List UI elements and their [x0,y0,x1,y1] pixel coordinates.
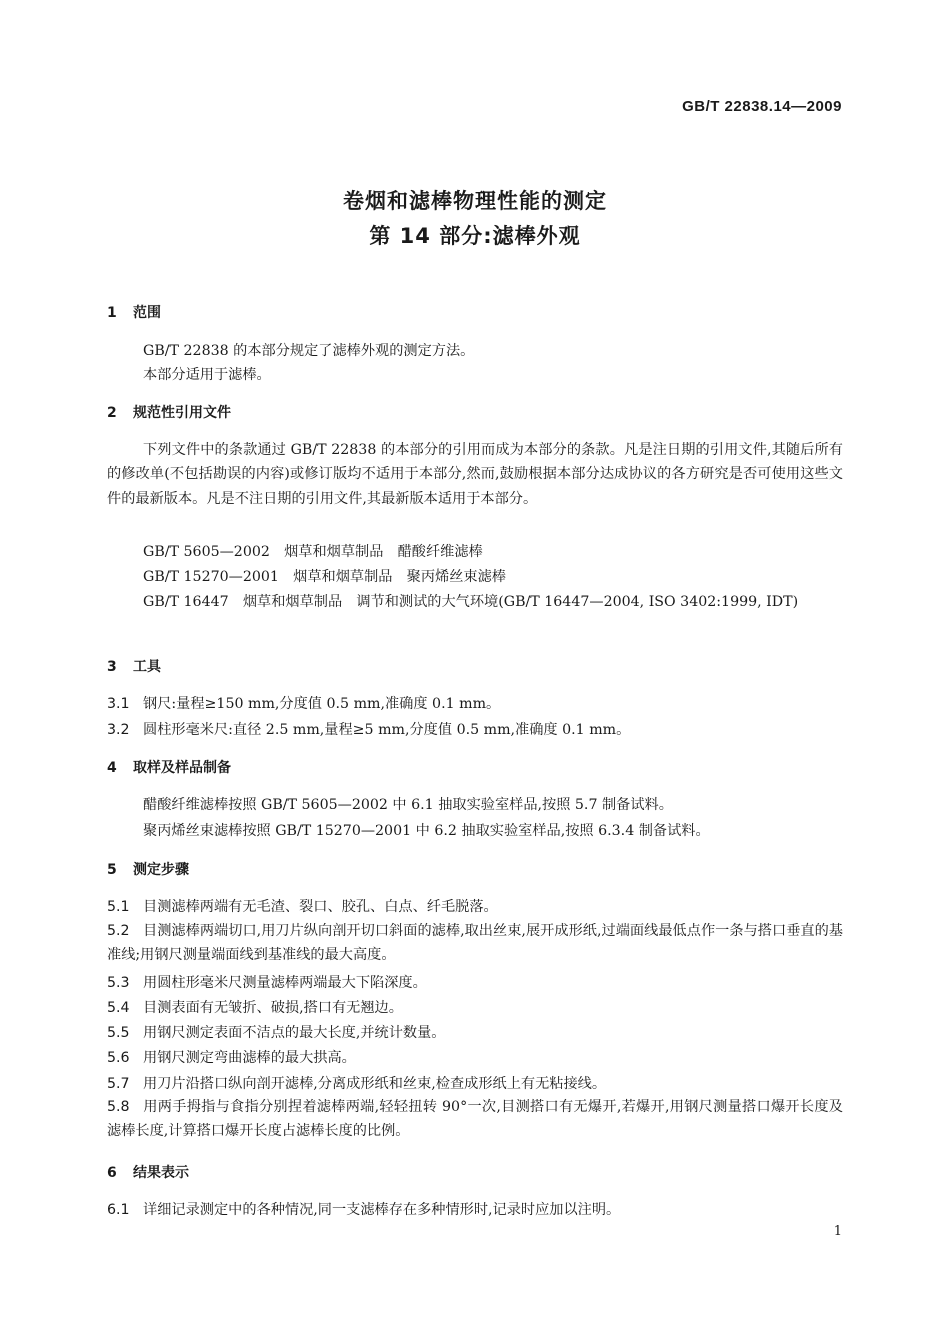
section-heading-references [107,402,231,422]
clause-text: 目测表面有无皱折、破损,搭口有无翘边。 [143,1000,403,1016]
clause-3-1 [107,693,500,713]
clause-text: 用圆柱形毫米尺测量滤棒两端最大下陷深度。 [143,975,427,991]
section-number: 1 [107,305,117,321]
clause-5-1 [107,896,498,916]
page-number: 1 [833,1224,842,1239]
clause-text: 详细记录测定中的各种情况,同一支滤棒存在多种情形时,记录时应加以注明。 [143,1202,621,1218]
clause-3-2 [107,719,630,739]
clause-number: 5.1 [107,899,130,915]
clause-number: 3.2 [107,722,130,738]
reference-item: GB/T 5605—2002 烟草和烟草制品 醋酸纤维滤棒 [143,544,483,560]
section-number: 2 [107,405,117,421]
scope-paragraph-1: GB/T 22838 的本部分规定了滤棒外观的测定方法。 [143,343,475,359]
section-heading-results [107,1162,189,1182]
clause-5-3 [107,972,427,992]
section-title: 工具 [133,659,161,675]
section-number: 4 [107,760,117,776]
document-title: 卷烟和滤棒物理性能的测定 [343,189,607,213]
section-number: 5 [107,862,117,878]
section-heading-procedure [107,859,189,879]
section-heading-sampling [107,757,231,777]
clause-5-8 [107,1095,843,1144]
clause-text: 钢尺:量程≥150 mm,分度值 0.5 mm,准确度 0.1 mm。 [143,696,501,712]
clause-5-4 [107,997,403,1017]
section-heading-tools [107,656,161,676]
clause-number: 5.2 [107,923,130,939]
clause-number: 5.6 [107,1050,130,1066]
section-number: 3 [107,659,117,675]
clause-5-2 [107,919,843,968]
clause-text: 圆柱形毫米尺:直径 2.5 mm,量程≥5 mm,分度值 0.5 mm,准确度 0.1 mm。 [143,722,631,738]
section-heading-scope [107,302,161,322]
clause-number: 3.1 [107,696,130,712]
clause-6-1 [107,1199,620,1219]
clause-number: 5.3 [107,975,130,991]
clause-text: 用刀片沿搭口纵向剖开滤棒,分离成形纸和丝束,检查成形纸上有无粘接线。 [143,1076,607,1092]
clause-text: 目测滤棒两端切口,用刀片纵向剖开切口斜面的滤棒,取出丝束,展开成形纸,过端面线最低点作一条与搭口垂直的基准线;用钢尺测量端面线到基准线的最大高度。 [107,923,843,964]
section-title: 结果表示 [133,1165,189,1181]
clause-number: 6.1 [107,1202,130,1218]
scope-paragraph-2: 本部分适用于滤棒。 [143,367,271,383]
clause-5-6 [107,1047,356,1067]
clause-text: 目测滤棒两端有无毛渣、裂口、胶孔、白点、纤毛脱落。 [143,899,498,915]
clause-text: 用钢尺测定表面不洁点的最大长度,并统计数量。 [143,1025,446,1041]
clause-5-7 [107,1073,606,1093]
standard-code: GB/T 22838.14—2009 [682,98,842,115]
section-title: 范围 [133,305,161,321]
section-title: 测定步骤 [133,862,189,878]
clause-number: 5.5 [107,1025,130,1041]
reference-item: GB/T 16447 烟草和烟草制品 调节和测试的大气环境(GB/T 16447—2004, ISO 3402:1999, IDT) [143,594,799,610]
section-title: 取样及样品制备 [133,760,231,776]
references-intro-paragraph: 下列文件中的条款通过 GB/T 22838 的本部分的引用而成为本部分的条款。凡是注日期的引用文件,其随后所有的修改单(不包括勘误的内容)或修订版均不适用于本部分,然而,鼓励根据本部分达成协议的各方研究是否可使用这些文件的最新版本。凡是不注日期的引用文件,其最新版本适用于本部分。 [107,442,843,507]
sampling-paragraph-1: 醋酸纤维滤棒按照 GB/T 5605—2002 中 6.1 抽取实验室样品,按照 5.7 制备试料。 [143,797,673,813]
clause-number: 5.8 [107,1099,130,1115]
reference-item: GB/T 15270—2001 烟草和烟草制品 聚丙烯丝束滤棒 [143,569,506,585]
section-number: 6 [107,1165,117,1181]
clause-number: 5.4 [107,1000,130,1016]
clause-number: 5.7 [107,1076,130,1092]
sampling-paragraph-2: 聚丙烯丝束滤棒按照 GB/T 15270—2001 中 6.2 抽取实验室样品,按照 6.3.4 制备试料。 [143,823,710,839]
clause-5-5 [107,1022,445,1042]
document-subtitle: 第 14 部分:滤棒外观 [369,224,581,248]
section-title: 规范性引用文件 [133,405,231,421]
clause-text: 用两手拇指与食指分别捏着滤棒两端,轻轻扭转 90°一次,目测搭口有无爆开,若爆开,用钢尺测量搭口爆开长度及滤棒长度,计算搭口爆开长度占滤棒长度的比例。 [107,1099,843,1140]
clause-text: 用钢尺测定弯曲滤棒的最大拱高。 [143,1050,356,1066]
